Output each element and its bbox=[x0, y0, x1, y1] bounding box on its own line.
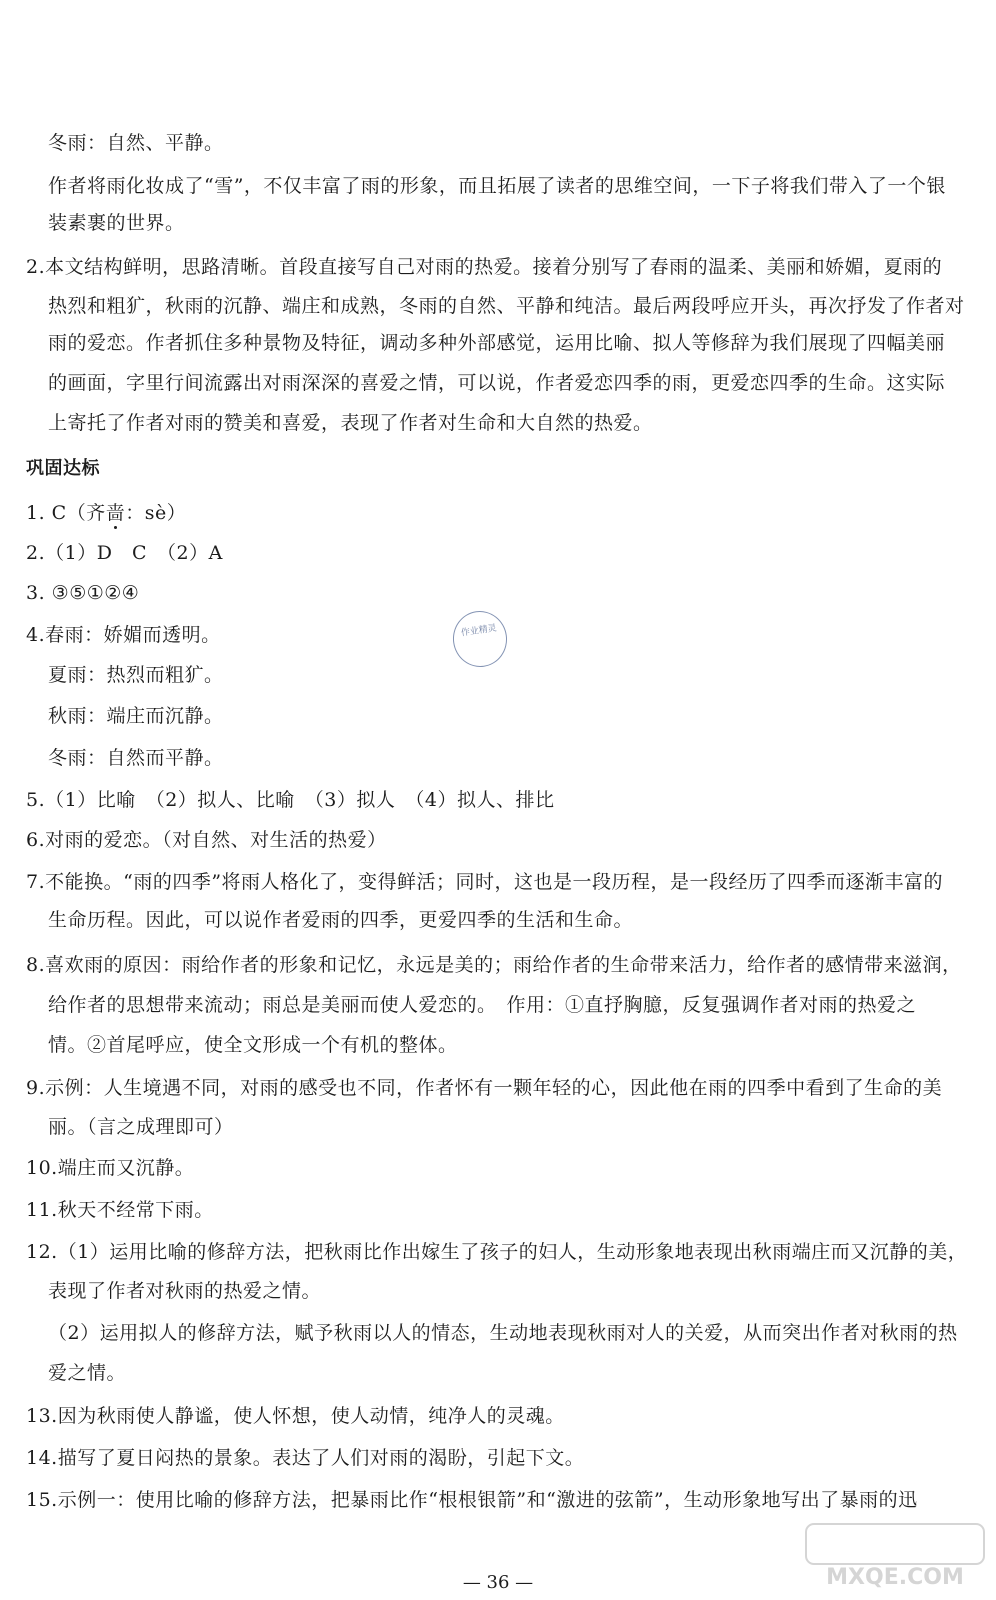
answer-line: 9.示例：人生境遇不同，对雨的感受也不同，作者怀有一颗年轻的心，因此他在雨的四季中看到了生命的美 bbox=[26, 1077, 943, 1099]
text-line: 冬雨：自然、平静。 bbox=[48, 132, 224, 154]
answer-line-q1 bbox=[26, 500, 186, 526]
text-line: 的画面，字里行间流露出对雨深深的喜爱之情，可以说，作者爱恋四季的雨，更爱恋四季的生命。这实际 bbox=[48, 372, 946, 394]
answer-line: 7.不能换。“雨的四季”将雨人格化了，变得鲜活；同时，这也是一段历程，是一段经历了四季而逐渐丰富的 bbox=[26, 871, 944, 893]
answer-line: 15.示例一：使用比喻的修辞方法，把暴雨比作“根根银箭”和“激进的弦箭”，生动形象地写出了暴雨的迅 bbox=[26, 1489, 918, 1511]
answer-line: 12.（1）运用比喻的修辞方法，把秋雨比作出嫁生了孩子的妇人，生动形象地表现出秋雨端庄而又沉静的美， bbox=[26, 1241, 968, 1263]
answer-line: 丽。（言之成理即可） bbox=[48, 1116, 234, 1138]
answer-line: 秋雨：端庄而沉静。 bbox=[48, 705, 224, 727]
text-line: 作者将雨化妆成了“雪”，不仅丰富了雨的形象，而且拓展了读者的思维空间，一下子将我们带入了一个银 bbox=[48, 175, 946, 197]
text-line: 上寄托了作者对雨的赞美和喜爱，表现了作者对生命和大自然的热爱。 bbox=[48, 412, 653, 434]
q1-prefix: 1. C（齐 bbox=[26, 502, 106, 524]
answer-line: 8.喜欢雨的原因：雨给作者的形象和记忆，永远是美的；雨给作者的生命带来活力，给作者的感情带来滋润， bbox=[26, 954, 962, 976]
stamp-text: 作业精灵 bbox=[460, 623, 498, 639]
text-line: 热烈和粗犷，秋雨的沉静、端庄和成熟，冬雨的自然、平静和纯洁。最后两段呼应开头，再次抒发了作者对 bbox=[48, 295, 965, 317]
section-heading: 巩固达标 bbox=[26, 458, 100, 479]
answer-line: 冬雨：自然而平静。 bbox=[48, 747, 224, 769]
answer-line: 表现了作者对秋雨的热爱之情。 bbox=[48, 1280, 322, 1302]
answer-line: 生命历程。因此，可以说作者爱雨的四季，更爱四季的生活和生命。 bbox=[48, 909, 634, 931]
answer-line: 10.端庄而又沉静。 bbox=[26, 1157, 195, 1179]
answer-line: 3. ③⑤①②④ bbox=[26, 582, 140, 604]
watermark-frame bbox=[806, 1524, 984, 1564]
page-number: — 36 — bbox=[462, 1572, 534, 1593]
answer-line: 11.秋天不经常下雨。 bbox=[26, 1199, 214, 1221]
stamp-logo bbox=[449, 608, 510, 671]
answer-line: 给作者的思想带来流动；雨总是美丽而使人爱恋的。 作用：①直抒胸臆，反复强调作者对雨的热爱之 bbox=[48, 994, 917, 1016]
answer-line: 4.春雨：娇媚而透明。 bbox=[26, 624, 221, 646]
answer-line: 夏雨：热烈而粗犷。 bbox=[48, 664, 224, 686]
answer-line: 5.（1）比喻 （2）拟人、比喻 （3）拟人 （4）拟人、排比 bbox=[26, 789, 555, 811]
watermark-logo bbox=[800, 1520, 990, 1590]
answer-line: 13.因为秋雨使人静谧，使人怀想，使人动情，纯净人的灵魂。 bbox=[26, 1405, 565, 1427]
text-line: 雨的爱恋。作者抓住多种景物及特征，调动多种外部感觉，运用比喻、拟人等修辞为我们展现了四幅美丽 bbox=[48, 332, 946, 354]
text-line: 2.本文结构鲜明，思路清晰。首段直接写自己对雨的热爱。接着分别写了春雨的温柔、美丽和娇媚，夏雨的 bbox=[26, 256, 943, 278]
watermark-text: MXQE.COM bbox=[826, 1565, 964, 1590]
answer-line: 情。②首尾呼应，使全文形成一个有机的整体。 bbox=[48, 1034, 458, 1056]
text-line: 装素裹的世界。 bbox=[48, 212, 185, 234]
answer-line: 2.（1）D C （2）A bbox=[26, 542, 223, 564]
q1-dotted-char: 啬 bbox=[105, 502, 126, 524]
answer-line: 6.对雨的爱恋。（对自然、对生活的热爱） bbox=[26, 829, 387, 851]
q1-suffix: ：sè） bbox=[125, 502, 187, 524]
answer-line: 14.描写了夏日闷热的景象。表达了人们对雨的渴盼，引起下文。 bbox=[26, 1447, 585, 1469]
answer-line: （2）运用拟人的修辞方法，赋予秋雨以人的情态，生动地表现秋雨对人的关爱，从而突出作者对秋雨的热 bbox=[48, 1322, 958, 1344]
answer-line: 爱之情。 bbox=[48, 1362, 127, 1384]
